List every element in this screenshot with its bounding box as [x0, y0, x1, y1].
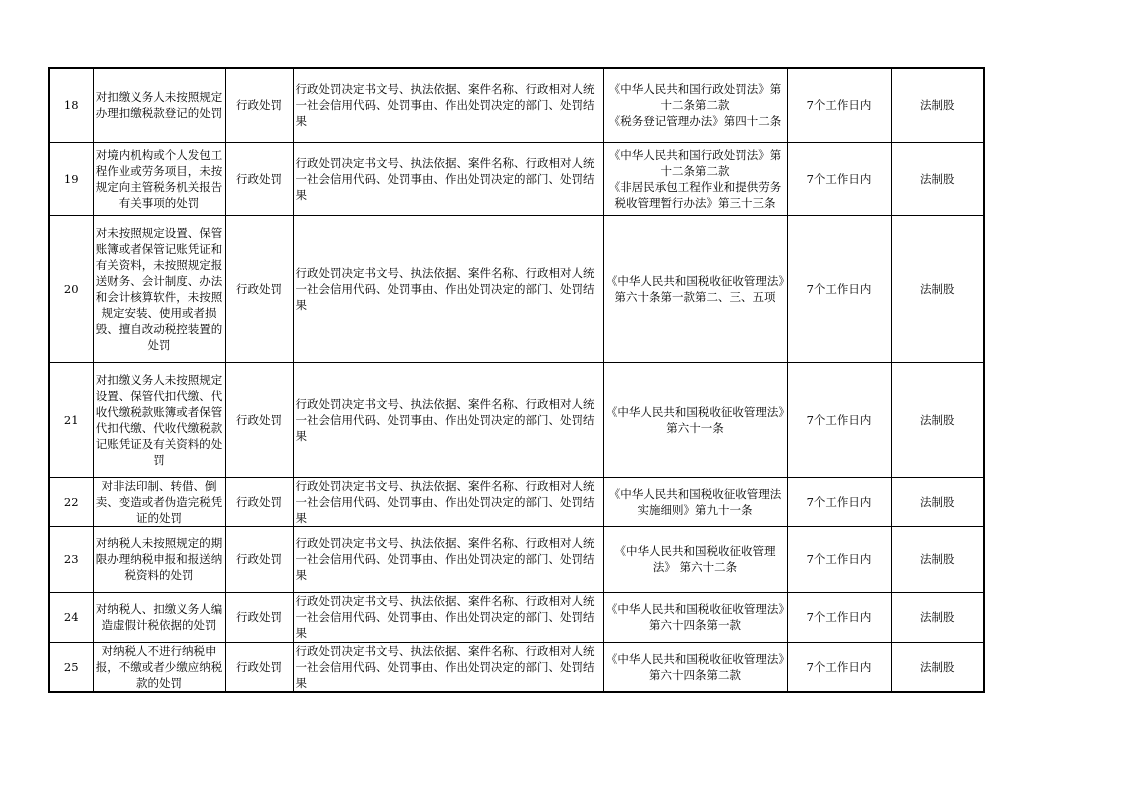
table-row: [49, 526, 984, 592]
table-row: [49, 642, 984, 692]
table-row: [49, 215, 984, 362]
disclosure-content-cell: 行政处罚决定书文号、执法依据、案件名称、行政相对人统一社会信用代码、处罚事由、作出处罚决定的部门、处罚结果: [293, 642, 603, 692]
department-cell: 法制股: [891, 68, 984, 142]
deadline-cell: 7个工作日内: [787, 215, 891, 362]
table-row: [49, 142, 984, 215]
disclosure-content-cell: 行政处罚决定书文号、执法依据、案件名称、行政相对人统一社会信用代码、处罚事由、作出处罚决定的部门、处罚结果: [293, 215, 603, 362]
disclosure-table-sheet: [48, 67, 985, 693]
category-cell: 行政处罚: [225, 642, 293, 692]
table-row: [49, 592, 984, 642]
department-cell: 法制股: [891, 362, 984, 477]
row-number-cell: 18: [49, 68, 93, 142]
legal-basis-cell: 《中华人民共和国税收征收管理法实施细则》第九十一条: [603, 477, 787, 526]
category-cell: 行政处罚: [225, 215, 293, 362]
disclosure-content-cell: 行政处罚决定书文号、执法依据、案件名称、行政相对人统一社会信用代码、处罚事由、作出处罚决定的部门、处罚结果: [293, 68, 603, 142]
matter-cell: 对纳税人不进行纳税申报，不缴或者少缴应纳税款的处罚: [93, 642, 225, 692]
category-cell: 行政处罚: [225, 526, 293, 592]
row-number-cell: 21: [49, 362, 93, 477]
matter-cell: 对未按照规定设置、保管账簿或者保管记账凭证和有关资料，未按照规定报送财务、会计制度、办法和会计核算软件，未按照规定安装、使用或者损毁、擅自改动税控装置的处罚: [93, 215, 225, 362]
category-cell: 行政处罚: [225, 592, 293, 642]
matter-cell: 对扣缴义务人未按照规定设置、保管代扣代缴、代收代缴税款账簿或者保管代扣代缴、代收代缴税款记账凭证及有关资料的处罚: [93, 362, 225, 477]
deadline-cell: 7个工作日内: [787, 68, 891, 142]
matter-cell: 对非法印制、转借、倒卖、变造或者伪造完税凭证的处罚: [93, 477, 225, 526]
legal-basis-cell: 《中华人民共和国税收征收管理法》第六十四条第二款: [603, 642, 787, 692]
row-number-cell: 20: [49, 215, 93, 362]
department-cell: 法制股: [891, 477, 984, 526]
category-cell: 行政处罚: [225, 142, 293, 215]
legal-basis-cell: 《中华人民共和国行政处罚法》第十二条第二款 《非居民承包工程作业和提供劳务税收管理暂行办法》第三十三条: [603, 142, 787, 215]
deadline-cell: 7个工作日内: [787, 592, 891, 642]
matter-cell: 对境内机构或个人发包工程作业或劳务项目，未按规定向主管税务机关报告有关事项的处罚: [93, 142, 225, 215]
row-number-cell: 23: [49, 526, 93, 592]
department-cell: 法制股: [891, 142, 984, 215]
disclosure-table: [48, 67, 985, 693]
table-row: [49, 68, 984, 142]
disclosure-content-cell: 行政处罚决定书文号、执法依据、案件名称、行政相对人统一社会信用代码、处罚事由、作出处罚决定的部门、处罚结果: [293, 526, 603, 592]
category-cell: 行政处罚: [225, 68, 293, 142]
deadline-cell: 7个工作日内: [787, 477, 891, 526]
row-number-cell: 19: [49, 142, 93, 215]
deadline-cell: 7个工作日内: [787, 642, 891, 692]
table-body: [49, 68, 984, 692]
department-cell: 法制股: [891, 642, 984, 692]
category-cell: 行政处罚: [225, 362, 293, 477]
legal-basis-cell: 《中华人民共和国税收征收管理法》 第六十二条: [603, 526, 787, 592]
disclosure-content-cell: 行政处罚决定书文号、执法依据、案件名称、行政相对人统一社会信用代码、处罚事由、作出处罚决定的部门、处罚结果: [293, 477, 603, 526]
department-cell: 法制股: [891, 592, 984, 642]
matter-cell: 对纳税人、扣缴义务人编造虚假计税依据的处罚: [93, 592, 225, 642]
legal-basis-cell: 《中华人民共和国税收征收管理法》第六十一条: [603, 362, 787, 477]
department-cell: 法制股: [891, 526, 984, 592]
row-number-cell: 22: [49, 477, 93, 526]
legal-basis-cell: 《中华人民共和国税收征收管理法》第六十条第一款第二、三、五项: [603, 215, 787, 362]
table-row: [49, 362, 984, 477]
deadline-cell: 7个工作日内: [787, 526, 891, 592]
legal-basis-cell: 《中华人民共和国行政处罚法》第十二条第二款 《税务登记管理办法》第四十二条: [603, 68, 787, 142]
legal-basis-cell: 《中华人民共和国税收征收管理法》第六十四条第一款: [603, 592, 787, 642]
disclosure-content-cell: 行政处罚决定书文号、执法依据、案件名称、行政相对人统一社会信用代码、处罚事由、作出处罚决定的部门、处罚结果: [293, 362, 603, 477]
disclosure-content-cell: 行政处罚决定书文号、执法依据、案件名称、行政相对人统一社会信用代码、处罚事由、作出处罚决定的部门、处罚结果: [293, 592, 603, 642]
disclosure-content-cell: 行政处罚决定书文号、执法依据、案件名称、行政相对人统一社会信用代码、处罚事由、作出处罚决定的部门、处罚结果: [293, 142, 603, 215]
matter-cell: 对扣缴义务人未按照规定办理扣缴税款登记的处罚: [93, 68, 225, 142]
deadline-cell: 7个工作日内: [787, 142, 891, 215]
matter-cell: 对纳税人未按照规定的期限办理纳税申报和报送纳税资料的处罚: [93, 526, 225, 592]
department-cell: 法制股: [891, 215, 984, 362]
table-row: [49, 477, 984, 526]
row-number-cell: 25: [49, 642, 93, 692]
row-number-cell: 24: [49, 592, 93, 642]
deadline-cell: 7个工作日内: [787, 362, 891, 477]
category-cell: 行政处罚: [225, 477, 293, 526]
